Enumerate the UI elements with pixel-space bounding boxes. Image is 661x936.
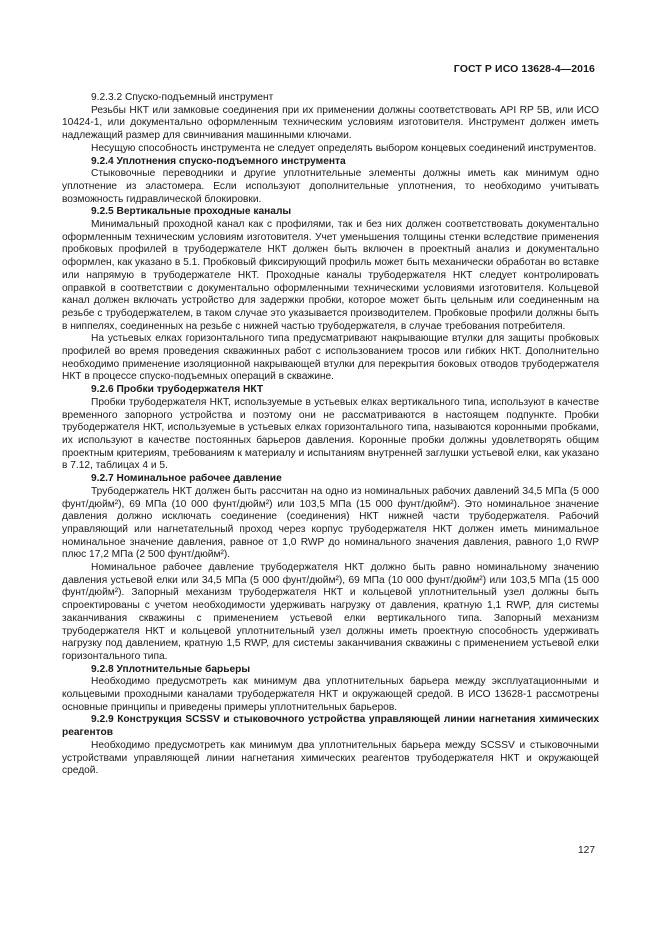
paragraph: Минимальный проходной канал как с профилями, так и без них должен соответствовать документально оформленным техническим условиям изготовителя. Учет уменьшения толщины стенки вследствие применения пробковых профилей в трубодержателе НКТ должен быть включен в проектный анализ и документально оформлен, как указано в 5.1. Пробковый фиксирующий профиль может быть механически обработан во вставке или напрямую в трубодержателе НКТ. Проходные каналы трубодержателя НКТ следует контролировать оправкой в соответствии с документально оформленными техническими условиями изготовителя. Кольцевой канал должен включать устройство для задержки пробки, которое может быть цельным или соединенным на резьбе с трубодержателем, в таком случае это указывается производителем. Пробковые профили должны быть в ниппелях, соединенных на резьбе с нижней частью трубодержателя, в случае требования потребителя.	[62, 219, 599, 332]
paragraph: Трубодержатель НКТ должен быть рассчитан на одно из номинальных рабочих давлений 34,5 МПа (5 000 фунт/дюйм²), 69 МПа (10 000 фунт/дюйм²) или 103,5 МПа (15 000 фунт/дюйм²). Это номинальное значение давления должно исключать соединение (соединения) НКТ нижней части трубодержателя. Рабочий управляющий или нагнетательный проход через корпус трубодержателя НКТ должен иметь минимальное номинальное значение давления, равное от 1,0 RWP до номинального значения давления, равного 1,0 RWP плюс 17,2 МПа (2 500 фунт/дюйм²).	[62, 485, 599, 561]
paragraph: Несущую способность инструмента не следует определять выбором концевых соединений инструментов.	[91, 142, 597, 154]
paragraph: Резьбы НКТ или замковые соединения при их применении должны соответствовать API RP 5B, или ИСО 10424-1, или документально оформленным техническим условиям изготовителя. Инструмент должен иметь надлежащий размер для свинчивания машинными ключами.	[62, 104, 599, 142]
paragraph: На устьевых елках горизонтального типа предусматривают накрывающие втулки для защиты пробковых профилей во время проведения скважинных работ с использованием тросов или гибких НКТ. Дополнительно необходимо применение изоляционной накрывающей втулки для перекрытия боковых отводов трубодержателя НКТ в процессе спуско-подъемных операций в скважине.	[62, 333, 599, 383]
standard-designation: ГОСТ Р ИСО 13628-4—2016	[453, 63, 595, 75]
section-heading: 9.2.6 Пробки трубодержателя НКТ	[91, 384, 264, 396]
paragraph: Необходимо предусмотреть как минимум два уплотнительных барьера между SCSSV и стыковочными устройствами управляющей линии нагнетания химических реагентов трубодержателя НКТ и окружающей средой.	[62, 739, 599, 777]
section-heading: 9.2.4 Уплотнения спуско-подъемного инструмента	[91, 155, 346, 167]
paragraph: Стыковочные переводники и другие уплотнительные элементы должны иметь как минимум одно уплотнение из эластомера. Если используют дополнительные уплотнения, то необходимо учитывать возможность гидравлической блокировки.	[62, 168, 599, 205]
paragraph: Необходимо предусмотреть как минимум два уплотнительных барьера между эксплуатационными и кольцевыми проходными каналами трубодержателя НКТ и окружающей средой. В ИСО 13628-1 рассмотрены основные принципы и приведены примеры уплотнительных барьеров.	[62, 676, 599, 713]
paragraph: Пробки трубодержателя НКТ, используемые в устьевых елках вертикального типа, используют в качестве временного запорного устройства и поэтому они не рассматриваются в настоящем подпункте. Пробки трубодержателя НКТ, используемые в устьевых елках горизонтального типа, называются коронными пробками, их используют в качестве постоянных барьеров давления. Коронные пробки должны удовлетворять общим проектным критериям, требованиям к материалу и испытаниям внутренней заглушки устьевой елки, как указано в 7.12, таблицах 4 и 5.	[62, 396, 599, 472]
subsection-9-2-3-2-title: 9.2.3.2 Спуско-подъемный инструмент	[91, 92, 274, 103]
section-heading: 9.2.5 Вертикальные проходные каналы	[91, 206, 292, 218]
document-body	[62, 92, 599, 778]
page-number: 127	[578, 845, 595, 856]
section-heading: 9.2.7 Номинальное рабочее давление	[91, 473, 282, 485]
paragraph: Номинальное рабочее давление трубодержателя НКТ должно быть равно номинальному значению давления устьевой елки или 34,5 МПа (5 000 фунт/дюйм²), 69 МПа (10 000 фунт/дюйм²) или 103,5 МПа (15 000 фунт/дюйм²). Запорный механизм трубодержателя НКТ и кольцевой уплотнительный узел должны быть спроектированы с учетом необходимости удерживать нагрузку от давления, кратную 1,1 RWP, для системы заканчивания скважины с применением устьевой елки вертикального типа. Запорный механизм трубодержателя НКТ и кольцевой уплотнительный узел должны иметь проектную способность удерживать нагрузку под давлением, кратную 1,5 RWP, для системы заканчивания скважины с применением устьевой елки горизонтального типа.	[62, 562, 599, 662]
section-heading: 9.2.9 Конструкция SCSSV и стыковочного устройства управляющей линии нагнетания химических реагентов	[62, 714, 599, 739]
section-heading: 9.2.8 Уплотнительные барьеры	[91, 663, 251, 675]
